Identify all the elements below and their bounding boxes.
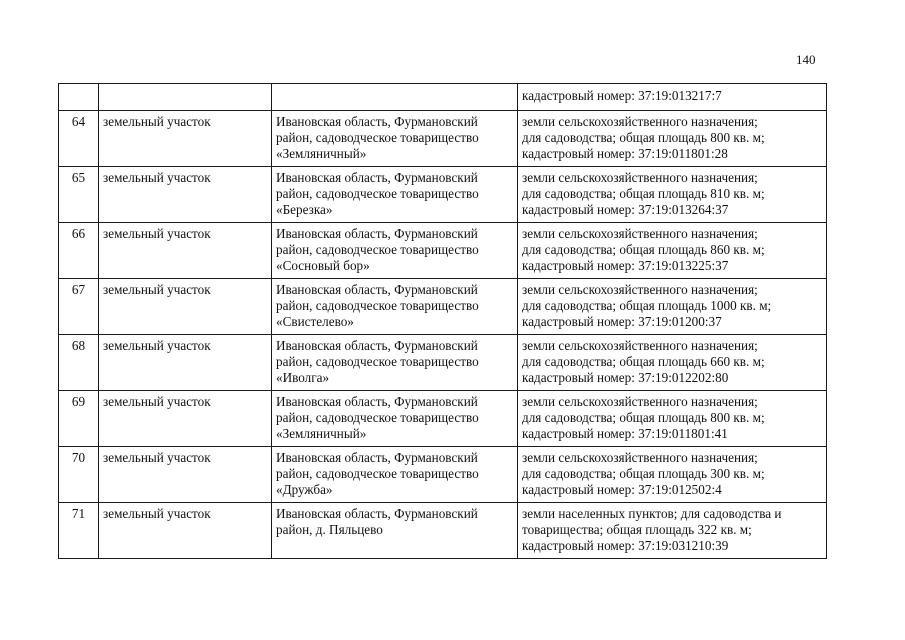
description-line: кадастровый номер: 37:19:01200:37 [522, 314, 722, 329]
address-line: «Иволга» [276, 370, 330, 385]
page-number: 140 [796, 52, 816, 67]
object-type-cell: земельный участок [99, 447, 272, 503]
row-number-cell: 66 [59, 223, 99, 279]
description-cell [518, 279, 827, 335]
description-line: для садоводства; общая площадь 300 кв. м; [522, 466, 765, 481]
address-line: район, садоводческое товарищество [276, 410, 479, 425]
description-cell [518, 335, 827, 391]
row-number-cell: 69 [59, 391, 99, 447]
address-line: район, садоводческое товарищество [276, 298, 479, 313]
object-type-cell: земельный участок [99, 391, 272, 447]
address-line: Ивановская область, Фурмановский [276, 226, 478, 241]
address-line: район, д. Пяльцево [276, 522, 383, 537]
address-line: Ивановская область, Фурмановский [276, 282, 478, 297]
description-line: для садоводства; общая площадь 810 кв. м; [522, 186, 765, 201]
land-plot-registry-table [58, 83, 827, 559]
table-row [59, 223, 827, 279]
description-line: кадастровый номер: 37:19:013225:37 [522, 258, 729, 273]
address-line: район, садоводческое товарищество [276, 354, 479, 369]
table-row [59, 335, 827, 391]
row-number-cell: 65 [59, 167, 99, 223]
address-line: «Свистелево» [276, 314, 354, 329]
address-cell [272, 84, 518, 111]
description-cell [518, 447, 827, 503]
table-row [59, 111, 827, 167]
address-line: район, садоводческое товарищество [276, 466, 479, 481]
object-type-cell: земельный участок [99, 111, 272, 167]
address-cell [272, 111, 518, 167]
address-cell [272, 391, 518, 447]
object-type-cell: земельный участок [99, 335, 272, 391]
object-type-cell: земельный участок [99, 503, 272, 559]
description-line: кадастровый номер: 37:19:012502:4 [522, 482, 722, 497]
description-line: для садоводства; общая площадь 1000 кв. м; [522, 298, 772, 313]
address-line: «Земляничный» [276, 426, 367, 441]
table-row [59, 391, 827, 447]
continuation-row [59, 84, 827, 111]
table-row [59, 279, 827, 335]
address-cell [272, 279, 518, 335]
address-cell [272, 335, 518, 391]
description-line: кадастровый номер: 37:19:011801:28 [522, 146, 728, 161]
description-line: земли сельскохозяйственного назначения; [522, 394, 758, 409]
description-line: кадастровый номер: 37:19:031210:39 [522, 538, 729, 553]
table-row [59, 447, 827, 503]
row-number-cell: 70 [59, 447, 99, 503]
description-line: земли сельскохозяйственного назначения; [522, 282, 758, 297]
description-line: кадастровый номер: 37:19:013264:37 [522, 202, 729, 217]
row-number-cell [59, 84, 99, 111]
description-line: для садоводства; общая площадь 860 кв. м; [522, 242, 765, 257]
address-cell [272, 503, 518, 559]
address-line: район, садоводческое товарищество [276, 186, 479, 201]
address-line: «Сосновый бор» [276, 258, 370, 273]
description-line: кадастровый номер: 37:19:012202:80 [522, 370, 729, 385]
object-type-cell: земельный участок [99, 223, 272, 279]
description-line: товарищества; общая площадь 322 кв. м; [522, 522, 752, 537]
description-line: земли сельскохозяйственного назначения; [522, 170, 758, 185]
description-line: земли населенных пунктов; для садоводства и [522, 506, 782, 521]
address-cell [272, 223, 518, 279]
object-type-cell: земельный участок [99, 279, 272, 335]
address-line: «Земляничный» [276, 146, 367, 161]
object-type-cell: земельный участок [99, 167, 272, 223]
address-line: Ивановская область, Фурмановский [276, 450, 478, 465]
description-line: земли сельскохозяйственного назначения; [522, 338, 758, 353]
address-cell [272, 167, 518, 223]
description-cell [518, 503, 827, 559]
description-line: земли сельскохозяйственного назначения; [522, 450, 758, 465]
address-line: «Березка» [276, 202, 333, 217]
description-line: кадастровый номер: 37:19:011801:41 [522, 426, 728, 441]
address-line: Ивановская область, Фурмановский [276, 394, 478, 409]
table-row [59, 503, 827, 559]
registry-table-body [59, 84, 827, 559]
address-line: Ивановская область, Фурмановский [276, 170, 478, 185]
row-number-cell: 64 [59, 111, 99, 167]
row-number-cell: 67 [59, 279, 99, 335]
address-line: Ивановская область, Фурмановский [276, 338, 478, 353]
description-cell [518, 391, 827, 447]
description-line: земли сельскохозяйственного назначения; [522, 114, 758, 129]
description-cell [518, 111, 827, 167]
object-type-cell [99, 84, 272, 111]
row-number-cell: 71 [59, 503, 99, 559]
address-line: «Дружба» [276, 482, 333, 497]
address-line: район, садоводческое товарищество [276, 242, 479, 257]
address-line: район, садоводческое товарищество [276, 130, 479, 145]
description-cell [518, 84, 827, 111]
description-cell [518, 223, 827, 279]
description-line: для садоводства; общая площадь 800 кв. м; [522, 410, 765, 425]
description-line: для садоводства; общая площадь 800 кв. м; [522, 130, 765, 145]
address-line: Ивановская область, Фурмановский [276, 114, 478, 129]
description-line: земли сельскохозяйственного назначения; [522, 226, 758, 241]
description-line: кадастровый номер: 37:19:013217:7 [522, 88, 722, 103]
row-number-cell: 68 [59, 335, 99, 391]
description-line: для садоводства; общая площадь 660 кв. м; [522, 354, 765, 369]
table-row [59, 167, 827, 223]
address-cell [272, 447, 518, 503]
description-cell [518, 167, 827, 223]
address-line: Ивановская область, Фурмановский [276, 506, 478, 521]
